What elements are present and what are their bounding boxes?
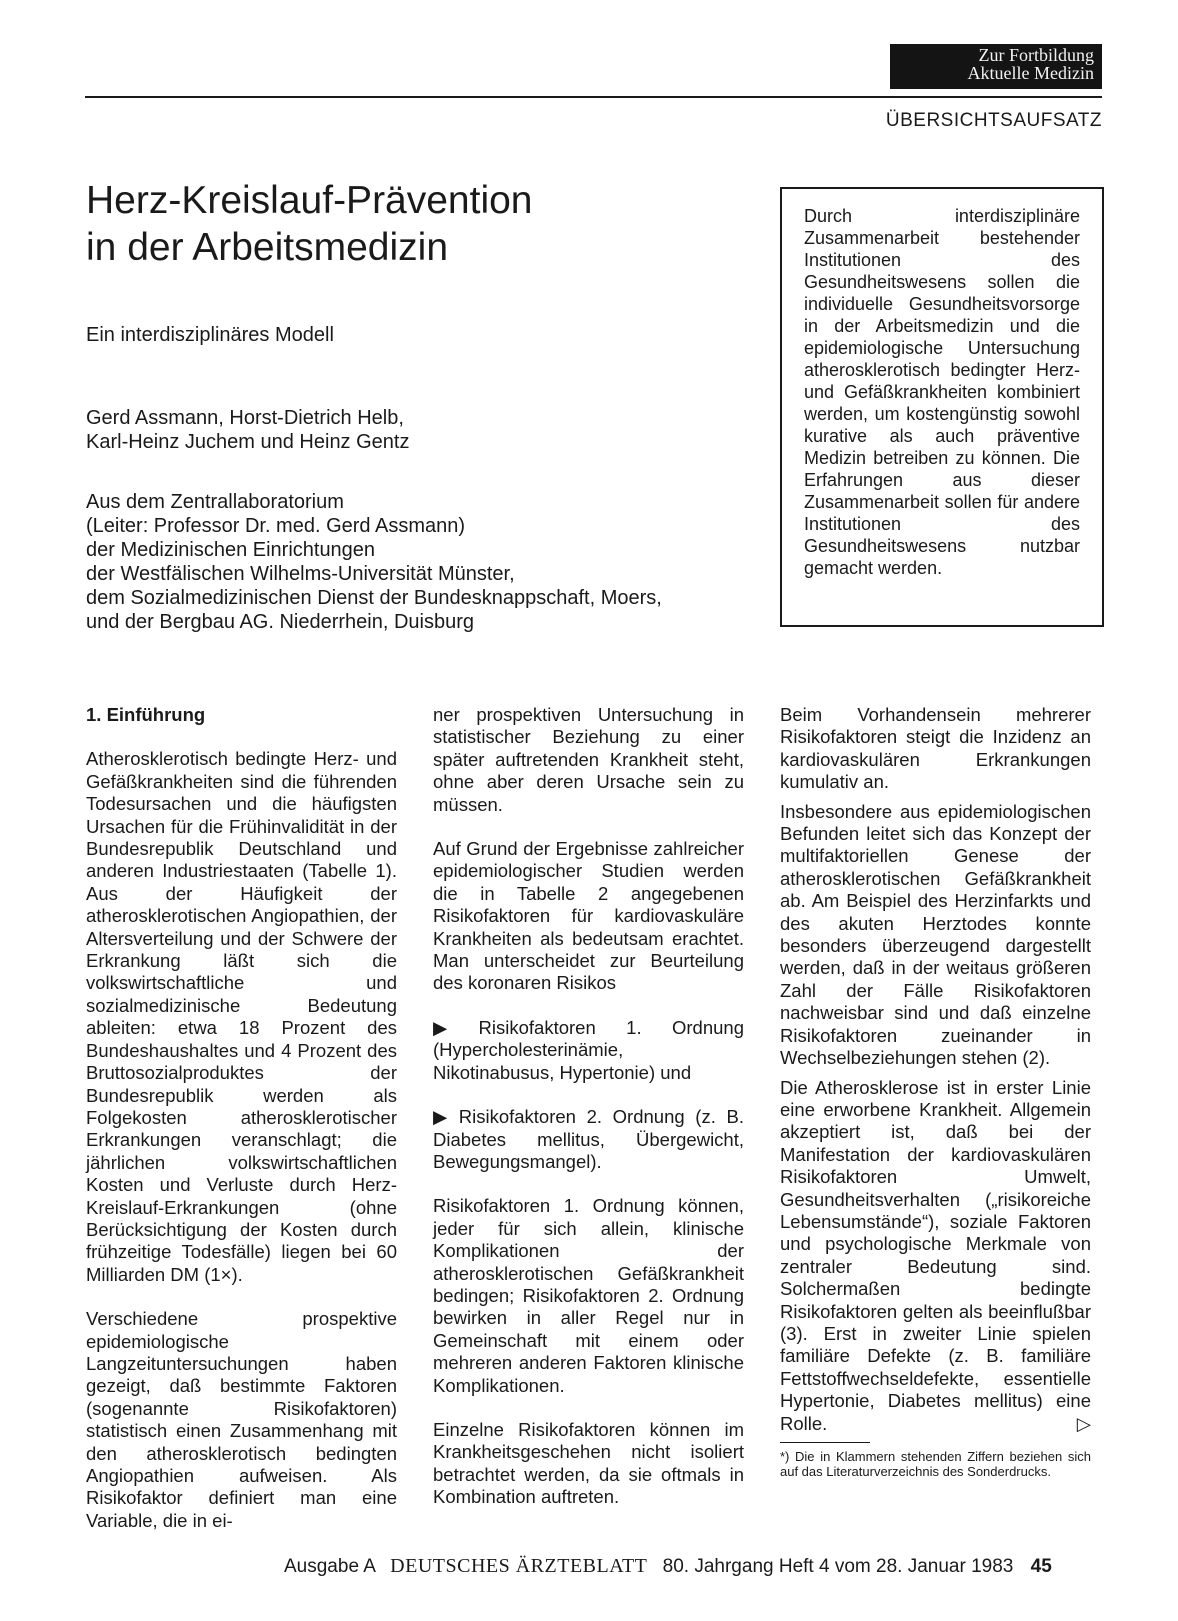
- section-label: ÜBERSICHTSAUFSATZ: [885, 110, 1102, 131]
- title-line-2: in der Arbeitsmedizin: [86, 226, 449, 269]
- bullet-text: Risikofaktoren 1. Ordnung (Hypercholesterinämie, Nikotinabusus, Hypertonie) und: [433, 1016, 744, 1083]
- triangle-bullet-icon: ▶: [433, 1106, 453, 1128]
- paragraph: Insbesondere aus epidemiologischen Befunden leitet sich das Konzept der multifaktoriellen Genese der atherosklerotischen Gefäßkrankheit ab. Am Beispiel des Herzinfarkts und des akuten Herztodes konnte besonders überzeugend dargestellt werden, daß in der weitaus größeren Zahl der Fälle Risikofaktoren nachweisbar sind und daß einzelne Risikofaktoren zueinander in Wechselbeziehungen stehen (2).: [780, 800, 1091, 1069]
- affiliation-line: Aus dem Zentrallaboratorium: [86, 491, 344, 513]
- badge-line-1: Zur Fortbildung: [978, 45, 1094, 65]
- footer-issue: 80. Jahrgang Heft 4 vom 28. Januar 1983: [662, 1556, 1014, 1577]
- affiliation-line: der Medizinischen Einrichtungen: [86, 539, 376, 561]
- body-column-2: [433, 704, 744, 1531]
- authors: [86, 406, 409, 454]
- body-column-1: [86, 704, 397, 1554]
- title-line-1: Herz-Kreislauf-Prävention: [86, 179, 533, 222]
- bullet-item: [433, 1106, 744, 1173]
- article-title: [86, 177, 533, 271]
- footer-edition: Ausgabe A: [284, 1556, 375, 1577]
- bullet-text: Risikofaktoren 2. Ordnung (z. B. Diabetes mellitus, Übergewicht, Bewegungsmangel).: [433, 1106, 744, 1172]
- paragraph: Einzelne Risikofaktoren können im Krankheitsgeschehen nicht isoliert betrachtet werden, da sie oftmals in Kombination auftreten.: [433, 1418, 744, 1508]
- affiliation-line: und der Bergbau AG. Niederrhein, Duisburg: [86, 611, 475, 633]
- bullet-item: [433, 1017, 744, 1084]
- section-badge: [890, 44, 1102, 89]
- footer-journal: DEUTSCHES ÄRZTEBLATT: [390, 1555, 648, 1577]
- authors-line: Gerd Assmann, Horst-Dietrich Helb,: [86, 407, 404, 429]
- section-heading: 1. Einführung: [86, 704, 206, 725]
- page-footer: [284, 1555, 1052, 1578]
- top-rule: [85, 96, 1102, 98]
- affiliation: [86, 490, 662, 634]
- authors-line: Karl-Heinz Juchem und Heinz Gentz: [86, 431, 410, 453]
- paragraph: [780, 1077, 1091, 1436]
- page-number: 45: [1030, 1556, 1052, 1577]
- paragraph: ner prospektiven Untersuchung in statistischer Beziehung zu einer später auftretenden Krankheit steht, ohne aber deren Ursache sein zu müssen.: [433, 704, 744, 815]
- triangle-bullet-icon: ▶: [433, 1016, 473, 1038]
- paragraph-text: Die Atherosklerose ist in erster Linie eine erworbene Krankheit. Allgemein akzeptiert ist, daß bei der Manifestation der kardiovaskulären Risikofaktoren Umwelt, Gesundheitsverhalten („risikoreiche Lebensumstände“), soziale Faktoren und psychologische Merkmale von zentraler Bedeutung sind. Solchermaßen bedingte Risikofaktoren gelten als beeinflußbar (3). Erst in zweiter Linie spielen familiäre Defekte (z. B. familiäre Fettstoffwechseldefekte, essentielle Hypertonie, Diabetes mellitus) eine Rolle.: [780, 1076, 1091, 1434]
- abstract-text: Durch interdisziplinäre Zusammenarbeit bestehender Institutionen des Gesundheitswesens sollen die individuelle Gesundheitsvorsorge in der Arbeitsmedizin und die epidemiologische Untersuchung atherosklerotisch bedingter Herz- und Gefäßkrankheiten kombiniert werden, um kostengünstig sowohl kurative als auch präventive Medizin betreiben zu können. Die Erfahrungen aus dieser Zusammenarbeit sollen für andere Institutionen des Gesundheitswesens nutzbar gemacht werden.: [804, 206, 1080, 578]
- article-subtitle: Ein interdisziplinäres Modell: [86, 324, 334, 346]
- paragraph: Beim Vorhandensein mehrerer Risikofaktoren steigt die Inzidenz an kardiovaskulären Erkrankungen kumulativ an.: [780, 704, 1091, 793]
- paragraph: Verschiedene prospektive epidemiologische Langzeituntersuchungen haben gezeigt, daß bestimmte Faktoren (sogenannte Risikofaktoren) statistisch einen Zusammenhang mit den atherosklerotisch bedingten Angiopathien aufweisen. Als Risikofaktor definiert man eine Variable, die in ei-: [86, 1308, 397, 1531]
- badge-line-2: Aktuelle Medizin: [967, 63, 1094, 83]
- paragraph: Risikofaktoren 1. Ordnung können, jeder für sich allein, klinische Komplikationen der atherosklerotischen Gefäßkrankheit bedingen; Risikofaktoren 2. Ordnung bewirken in aller Regel nur in Gemeinschaft mit einem oder mehreren anderen Faktoren klinische Komplikationen.: [433, 1195, 744, 1396]
- paragraph: Auf Grund der Ergebnisse zahlreicher epidemiologischer Studien werden die in Tabelle 2 angegebenen Risikofaktoren für kardiovaskuläre Krankheiten als bedeutsam erachtet. Man unterscheidet zur Beurteilung des koronaren Risikos: [433, 838, 744, 994]
- paragraph: Atherosklerotisch bedingte Herz- und Gefäßkrankheiten sind die führenden Todesursachen und die häufigsten Ursachen für die Frühinvalidität in der Bundesrepublik Deutschland und anderen Industriestaaten (Tabelle 1). Aus der Häufigkeit der atherosklerotischen Angiopathien, der Altersverteilung und der Schwere der Erkrankung läßt sich die volkswirtschaftliche und sozialmedizinische Bedeutung ableiten: etwa 18 Prozent des Bundeshaushaltes und 4 Prozent des Bruttosozialproduktes der Bundesrepublik werden als Folgekosten atherosklerotischer Erkrankungen veranschlagt; die jährlichen volkswirtschaftlichen Kosten und Verluste durch Herz-Kreislauf-Erkrankungen (ohne Berücksichtigung der Kosten durch frühzeitige Todesfälle) liegen bei 60 Milliarden DM (1×).: [86, 748, 397, 1285]
- abstract-box: [780, 187, 1104, 627]
- footnote-rule: [780, 1442, 870, 1443]
- body-column-3: [780, 704, 1091, 1479]
- continue-arrow-icon: ▷: [1076, 1412, 1091, 1434]
- affiliation-line: der Westfälischen Wilhelms-Universität Münster,: [86, 563, 515, 585]
- affiliation-line: dem Sozialmedizinischen Dienst der Bundesknappschaft, Moers,: [86, 587, 662, 609]
- affiliation-line: (Leiter: Professor Dr. med. Gerd Assmann): [86, 515, 466, 537]
- footnote: *) Die in Klammern stehenden Ziffern beziehen sich auf das Literaturverzeichnis des Sonderdrucks.: [780, 1449, 1091, 1479]
